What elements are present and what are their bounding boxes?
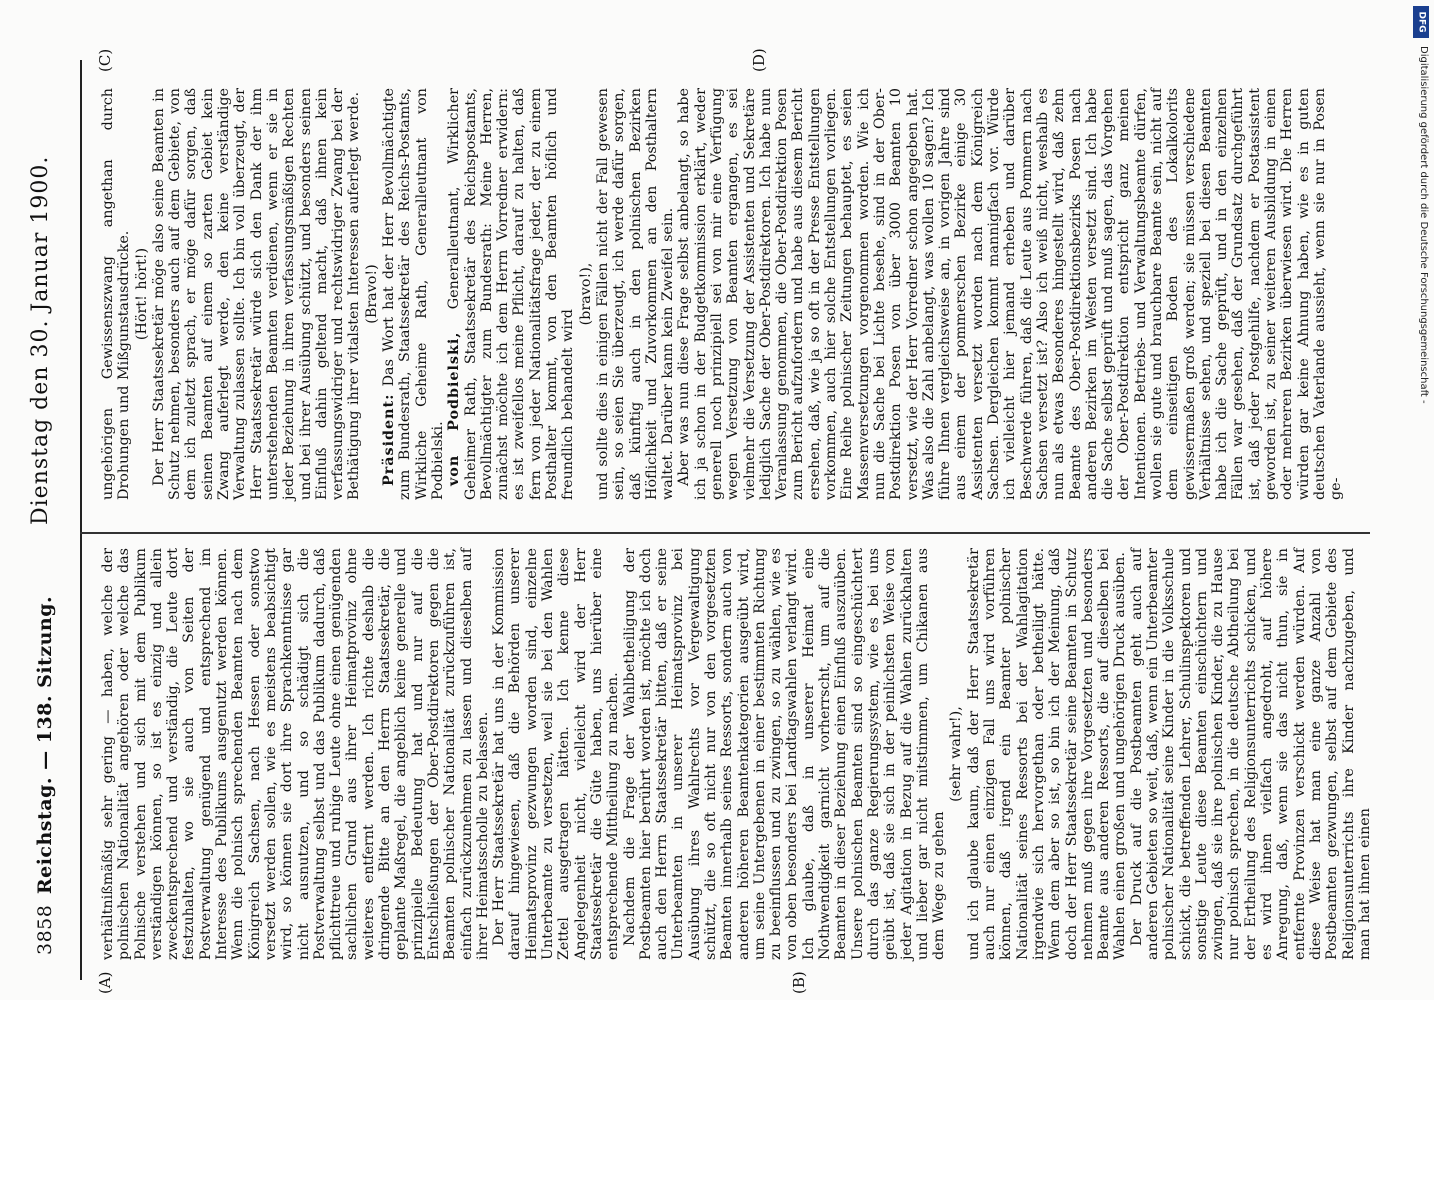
left-text-column (100, 548, 1373, 960)
digitization-credit (1413, 6, 1429, 994)
header-rule (80, 60, 82, 980)
credit-text: Digitalisierung gefördert durch die Deutsche Forschungsgemeinschaft - (1418, 46, 1429, 404)
speaker-name: von Podbielski, (446, 331, 463, 486)
page-header (18, 75, 78, 955)
paragraph: Aber was nun diese Frage selbst anbelangt, so habe ich ja schon in der Budgetkommission erklärt, weder generell noch prinzipiell sei von mir eine Verfügung wegen Versetzung von Beamten ergangen, es sei vielmehr die Versetzung der Assistenten und Sekretäre lediglich Sache der Ober-Postdirektoren. Ich habe nun Veranlassung genommen, die Ober-Postdirektion Posen zum Bericht aufzufordern und habe aus diesem Bericht ersehen, daß, wie ja so oft in der Presse Entstellungen vorkommen, auch hier solche Entstellungen vorliegen. Eine Reihe polnischer Zeitungen behauptet, es seien Massenversetzungen vorgenommen worden. Wie ich nun die Sache bei Lichte besehe, sind in der Ober-Postdirektion Posen von über 3000 Beamten 10 versetzt, wie der Herr Vorredner schon angegeben hat. Was also die Zahl anbelangt, was wollen 10 sagen? Ich führe Ihnen vergleichsweise an, in vorigen Jahre sind aus einem der pommerschen Bezirke einige 30 Assistenten versetzt worden nach dem Königreich Sachsen. Dergleichen kommt mannigfach vor. Würde ich vielleicht hier jemand erheben und darüber Beschwerde führen, daß die Leute aus Pommern nach Sachsen versetzt ist? Also ich weiß nicht, weshalb es nun als etwas Besonderes hingestellt wird, daß zehn Beamte des Ober-Postdirektionsbezirks Posen nach anderen Bezirken im Westen versetzt sind. Ich habe die Sache selbst geprüft und muß sagen, das Vorgehen der Ober-Postdirektion entspricht ganz meinen Intentionen. Betriebs- und Verwaltungsbeamte dürfen, wollen sie gute und brauchbare Beamte sein, nicht auf dem einseitigen Boden des Lokalkolorits gewissermaßen groß werden; sie müssen verschiedene Verhältnisse sehen, und speziell bei diesen Beamten habe ich die Sache geprüft, und in den einzelnen Fällen war gesehen, daß der Grundsatz durchgeführt ist, daß jeder Postgehilfe, nachdem er Postassistent geworden ist, zu seiner weiteren Ausbildung in einen oder mehreren Bezirken überwiesen wird. Die Herren würden gar keine Ahnung haben, wie es in guten deutschen Vaterlande aussieht, wenn sie nur in Posen ge- (676, 88, 1345, 500)
paragraph: Der Herr Staatssekretär möge also seine Beamten in Schutz nehmen, besonders auch auf dem Gebiete, von dem ich zuletzt sprach, er möge dafür sorgen, daß seinen Beamten auf einem so zarten Gebiet kein Zwang auferlegt werde, den keine verständige Verwaltung zulassen sollte. Ich bin voll überzeugt, der Herr Staatssekretär würde sich den Dank der ihm unterstehenden Beamten verdienen, wenn er sie in jeder Beziehung in ihren verfassungsmäßigen Rechten und bei ihrer Ausübung schützt, und besonders seinen Einfluß dahin geltend macht, daß ihnen kein verfassungswidriger und rechtswidriger Zwang bei der Bethätigung ihrer vitalsten Interessen auferlegt werde. (150, 88, 363, 500)
paragraph: und ich glaube kaum, daß der Herr Staatssekretär auch nur einen einzigen Fall uns wird vorführen können, daß irgend ein Beamter polnischer Nationalität seines Ressorts bei der Wahlagitation irgendwie sich hervorgethan oder betheiligt hätte. Wenn dem aber so ist, so bin ich der Meinung, daß doch der Herr Staatssekretär seine Beamten in Schutz nehmen muß gegen ihre Vorgesetzten und besonders Beamte aus anderen Ressorts, die auf dieselben bei Wahlen einen großen und ungehörigen Druck ausüben. (965, 548, 1129, 960)
dfg-logo-text: DFG (1416, 11, 1427, 33)
paragraph: Der Herr Staatssekretär hat uns in der Kommission darauf hingewiesen, daß die Behörden unserer Heimatsprovinz gezwungen worden sind, einzelne Unterbeamte zu versetzen, weil sie bei den Wahlen Zettel ausgetragen hätten. Ich kenne diese Angelegenheit nicht, vielleicht wird der Herr Staatssekretär die Güte haben, uns hierüber eine entsprechende Mittheilung zu machen. (491, 548, 622, 960)
speaker-name: Präsident: (381, 393, 398, 486)
paragraph: Nachdem die Frage der Wahlbetheiligung der Postbeamten hier berührt worden ist, möchte ich doch auch den Herrn Staatssekretär bitten, daß er seine Unterbeamten in unserer Heimatsprovinz bei Ausübung ihres Wahlrechts vor Vergewaltigung schützt, die so oft nicht nur von den vorgesetzten Beamten innerhalb seines Ressorts, sondern auch von anderen höheren Beamtenkategorien ausgeübt wird, um seine Untergebenen in einer bestimmten Richtung zu beeinflussen und zu zwingen, so zu wählen, wie es von oben besonders bei Landtagswahlen verlangt wird. Ich glaube, daß in unserer Heimat eine Nothwendigkeit garnicht vorherrscht, um auf die Beamten in dieser Beziehung einen Einfluß auszuüben. Unsere polnischen Beamten sind so eingeschüchtert durch das ganze Regierungssystem, wie es bei uns geübt ist, daß sie sich in der peinlichsten Weise von jeder Agitation in Bezug auf die Wahlen zurückhalten und lieber gar nicht mitstimmen, um Chikanen aus dem Wege zu gehen (621, 548, 948, 960)
session-date: Dienstag den 30. Januar 1900. (28, 155, 53, 525)
column-divider (80, 532, 1370, 534)
interjection: (Hört! hört!) (133, 247, 150, 341)
speaker-paragraph: Präsident: Das Wort hat der Herr Bevollmächtigte zum Bundesrath, Staatssekretär des Reichs-Postamts, Wirkliche Geheime Rath, Generalleutnant von Podbielski. (381, 88, 446, 500)
page-title: Reichstag. — 138. Sitzung. (34, 595, 56, 895)
right-text-column (100, 88, 1370, 500)
paragraph: ungehörigen Gewissenszwang angethan durch Drohungen und Mißgunstausdrücke. (100, 88, 133, 500)
page-number: 3858 (34, 904, 56, 955)
paragraph: Der Druck auf die Postbeamten geht auch auf anderen Gebieten so weit, daß, wenn ein Unterbeamter polnischer Nationalität seine Kinder in die Volksschule schickt, die betreffenden Lehrer, Schulinspektoren und sonstige Leute diese Beamten einschüchtern und zwingen, daß sie ihre polnischen Kinder, die zu Hause nur polnisch sprechen, in die deutsche Abtheilung bei der Ertheilung des Religionsunterrichts schicken, und es wird ihnen vielfach angedroht, auf höhere Anregung, daß, wenn sie das nicht thun, sie in entfernte Provinzen verschickt werden würden. Auf diese Weise hat man eine ganze Anzahl von Postbeamten gezwungen, selbst auf dem Gebiete des Religionsunterrichts ihre Kinder nachzugeben, und man hat ihnen einen (1128, 548, 1373, 960)
margin-mark-a: (A) (96, 971, 114, 994)
paragraph: verhältnißmäßig sehr gering — haben, welche der polnischen Nationalität angehören oder welche das Polnische verstehen und sich mit dem Publikum verständigen können, so ist es einzig und allein zweckentsprechend und verständig, die Leute dort festzuhalten, wo sie auch von Seiten der Postverwaltung genügend und entsprechend im Interesse des Publikums ausgenutzt werden können. Wenn die polnisch sprechenden Beamten nach dem Königreich Sachsen, nach Hessen oder sonstwo versetzt werden sollen, wie es meistens beabsichtigt wird, so können sie dort ihre Sprachkenntnisse gar nicht ausnutzen, und so schädigt sich die Postverwaltung selbst und das Publikum dadurch, daß pflichttreue und ruhige Leute ohne einen genügenden sachlichen Grund aus ihrer Heimatprovinz ohne weiteres entfernt werden. Ich richte deshalb die dringende Bitte an den Herrn Staatssekretär, die geplante Maßregel, die angeblich keine generelle und prinzipielle Bedeutung hat und nur auf die Entschließungen der Ober-Postdirektoren gegen die Beamten polnischer Nationalität zurückzuführen ist, einfach zurückzunehmen zu lassen und dieselben auf ihrer Heimatsscholle zu belassen. (100, 548, 491, 960)
speaker-paragraph: von Podbielski, Generalleutnant, Wirklicher Geheimer Rath, Staatssekretär des Reichspostamts, Bevollmächtigter zum Bundesrath: Meine Herren, zunächst möchte ich dem Herrn Vorredner erwidern: es ist zweifellos meine Pflicht, darauf zu halten, daß fern von jeder Nationalitätsfrage jeder, der zu einem Posthalter kommt, von den Beamten höflich und freundlich behandelt wird (446, 88, 577, 500)
margin-mark-c: (C) (96, 48, 114, 72)
paragraph: und sollte dies in einigen Fällen nicht der Fall gewesen sein, so seien Sie überzeugt, ich werde dafür sorgen, daß künftig auch in den polnischen Bezirken Höflichkeit und Zuvorkommen an den Posthaltern waltet. Darüber kann kein Zweifel sein. (594, 88, 677, 500)
interjection: (Bravo!) (363, 264, 380, 324)
margin-mark-d: (D) (750, 48, 768, 72)
interjection: (bravo!), (577, 262, 594, 326)
rotated-page-content (0, 40, 1395, 1000)
margin-mark-b: (B) (790, 971, 808, 994)
interjection: (sehr wahr!), (948, 706, 965, 802)
dfg-logo (1413, 6, 1429, 38)
